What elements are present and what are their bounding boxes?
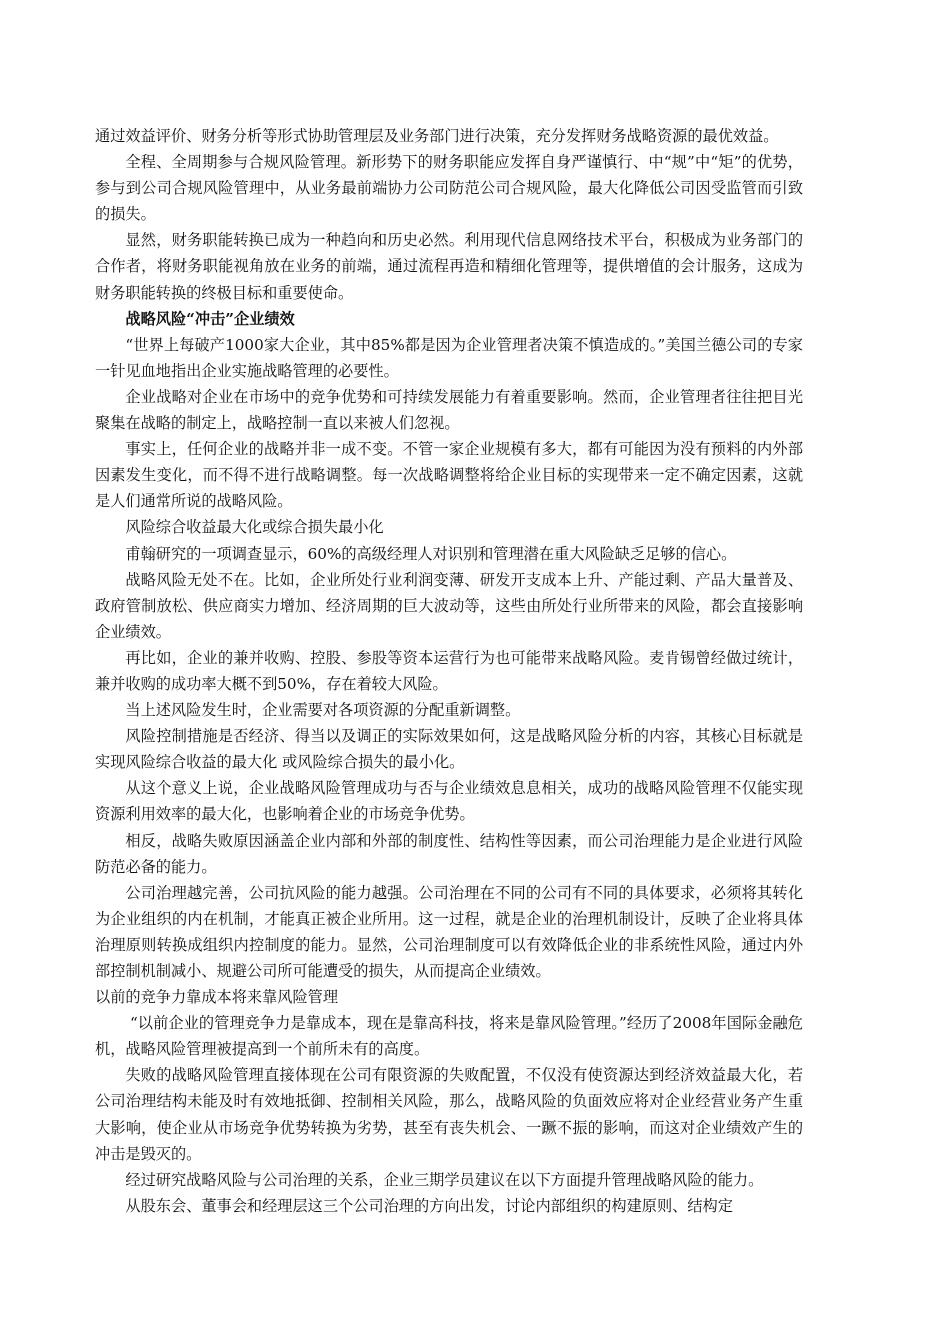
paragraph: 从股东会、董事会和经理层这三个公司治理的方向出发，讨论内部组织的构建原则、结构定 <box>125 1196 733 1215</box>
paragraph: 战略风险无处不在。比如，企业所处行业利润变薄、研发开支成本上升、产能过剩、产品大量普及、政府管制放松、供应商实力增加、经济周期的巨大波动等，这些由所处行业所带来的风险，都会直接影响企业绩效。 <box>95 570 803 641</box>
paragraph: 显然，财务职能转换已成为一种趋向和历史必然。利用现代信息网络技术平台，积极成为业务部门的合作者，将财务职能视角放在业务的前端，通过流程再造和精细化管理等，提供增值的会计服务，这成为财务职能转换的终极目标和重要使命。 <box>95 231 803 302</box>
subheading: 以前的竞争力靠成本将来靠风险管理 <box>95 988 338 1007</box>
paragraph: 全程、全周期参与合规风险管理。新形势下的财务职能应发挥自身严谨慎行、中“规”中“矩”的优势，参与到公司合规风险管理中，从业务最前端协力公司防范公司合规风险，最大化降低公司因受监管而引致的损失。 <box>95 153 803 224</box>
paragraph: 从这个意义上说，企业战略风险管理成功与否与企业绩效息息相关，成功的战略风险管理不仅能实现资源利用效率的最大化，也影响着企业的市场竞争优势。 <box>95 779 803 824</box>
paragraph: “以前企业的管理竞争力是靠成本，现在是靠高科技，将来是靠风险管理。”经历了2008年国际金融危机，战略风险管理被提高到一个前所未有的高度。 <box>95 1014 803 1059</box>
paragraph: 当上述风险发生时，企业需要对各项资源的分配重新调整。 <box>125 701 521 720</box>
paragraph: 相反，战略失败原因涵盖企业内部和外部的制度性、结构性等因素，而公司治理能力是企业进行风险防范必备的能力。 <box>95 831 803 876</box>
paragraph: 甫翰研究的一项调查显示，60%的高级经理人对识别和管理潜在重大风险缺乏足够的信心。 <box>125 544 737 563</box>
paragraph: “世界上每破产1000家大企业，其中85%都是因为企业管理者决策不慎造成的。”美国兰德公司的专家一针见血地指出企业实施战略管理的必要性。 <box>95 335 803 380</box>
paragraph: 公司治理越完善，公司抗风险的能力越强。公司治理在不同的公司有不同的具体要求，必须将其转化为企业组织的内在机制，才能真正被企业所用。这一过程，就是企业的治理机制设计，反映了企业将具体治理原则转换成组织内控制度的能力。显然，公司治理制度可以有效降低企业的非系统性风险，通过内外部控制机制减小、规避公司所可能遭受的损失，从而提高企业绩效。 <box>95 883 803 980</box>
paragraph: 企业战略对企业在市场中的竞争优势和可持续发展能力有着重要影响。然而，企业管理者往往把目光聚集在战略的制定上，战略控制一直以来被人们忽视。 <box>95 387 803 433</box>
paragraph: 经过研究战略风险与公司治理的关系，企业三期学员建议在以下方面提升管理战略风险的能力。 <box>125 1170 764 1189</box>
paragraph: 事实上，任何企业的战略并非一成不变。不管一家企业规模有多大，都有可能因为没有预料的内外部因素发生变化，而不得不进行战略调整。每一次战略调整将给企业目标的实现带来一定不确定因素，这就是人们通常所说的战略风险。 <box>95 440 803 511</box>
paragraph: 再比如，企业的兼并收购、控股、参股等资本运营行为也可能带来战略风险。麦肯锡曾经做过统计，兼并收购的成功率大概不到50%，存在着较大风险。 <box>95 648 803 693</box>
paragraph: 失败的战略风险管理直接体现在公司有限资源的失败配置，不仅没有使资源达到经济效益最大化，若公司治理结构未能及时有效地抵御、控制相关风险，那么，战略风险的负面效应将对企业经营业务产生重大影响，使企业从市场竞争优势转换为劣势，甚至有丧失机会、一蹶不振的影响，而这对企业绩效产生的冲击是毁灭的。 <box>95 1066 803 1163</box>
section-heading: 战略风险“冲击”企业绩效 <box>125 309 295 328</box>
subheading: 风险综合收益最大化或综合损失最小化 <box>125 518 384 537</box>
document-body <box>95 123 803 1219</box>
paragraph: 风险控制措施是否经济、得当以及调正的实际效果如何，这是战略风险分析的内容，其核心目标就是实现风险综合收益的最大化 或风险综合损失的最小化。 <box>95 727 803 772</box>
paragraph: 通过效益评价、财务分析等形式协助管理层及业务部门进行决策，充分发挥财务战略资源的最优效益。 <box>95 127 779 145</box>
